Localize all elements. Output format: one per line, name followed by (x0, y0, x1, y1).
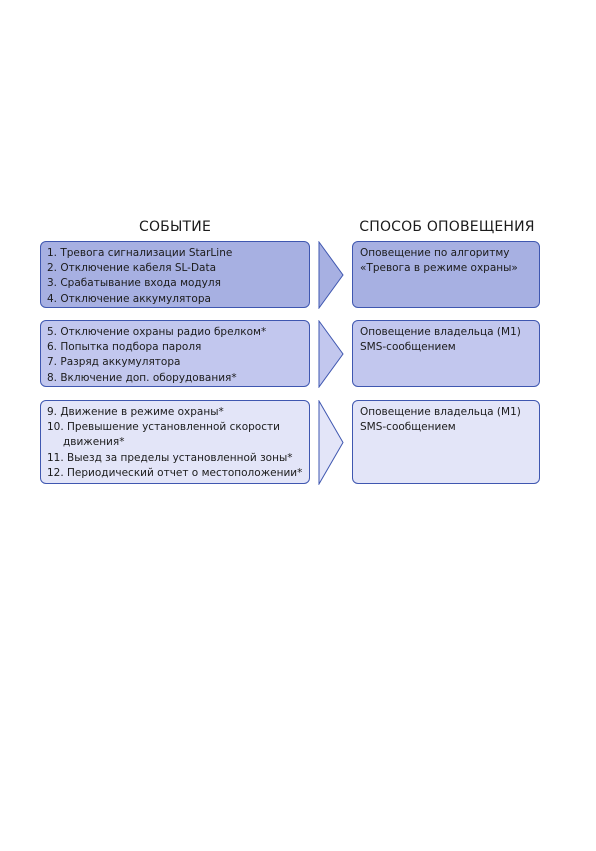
event-item: 12. Периодический отчет о местоположении* (47, 466, 303, 479)
notification-line: Оповещение по алгоритму (360, 247, 510, 259)
event-column-header: СОБЫТИЕ (138, 219, 212, 235)
notification-line: SMS-сообщением (360, 341, 456, 354)
event-item: 6. Попытка подбора пароля (47, 341, 202, 354)
event-group-1 (40, 241, 310, 308)
event-item: 2. Отключение кабеля SL-Data (47, 262, 217, 275)
event-item: 7. Разряд аккумулятора (47, 356, 181, 369)
notification-method-3 (352, 400, 540, 484)
notification-line: «Тревога в режиме охраны» (360, 262, 518, 275)
event-group-3 (40, 400, 310, 484)
notification-method-1 (352, 241, 540, 308)
notification-line: SMS-сообщением (360, 421, 456, 434)
arrow-right-icon (318, 320, 344, 388)
arrow-right-icon (318, 400, 344, 485)
event-item: 1. Тревога сигнализации StarLine (47, 247, 233, 259)
event-item: 10. Превышение установленной скорости (47, 421, 280, 434)
event-item: 3. Срабатывание входа модуля (47, 277, 221, 290)
event-item: 8. Включение доп. оборудования* (47, 371, 237, 384)
notification-line: Оповещение владельца (M1) (360, 326, 521, 338)
event-item: 9. Движение в режиме охраны* (47, 406, 224, 418)
notification-line: Оповещение владельца (M1) (360, 406, 521, 418)
arrow-right-icon (318, 241, 344, 309)
event-item: 11. Выезд за пределы установленной зоны* (47, 451, 293, 464)
notification-method-2 (352, 320, 540, 387)
event-item-continuation: движения* (63, 436, 125, 449)
event-item: 5. Отключение охраны радио брелком* (47, 326, 267, 338)
event-item: 4. Отключение аккумулятора (47, 292, 211, 305)
notification-column-header: СПОСОБ ОПОВЕЩЕНИЯ (359, 219, 535, 235)
event-group-2 (40, 320, 310, 387)
